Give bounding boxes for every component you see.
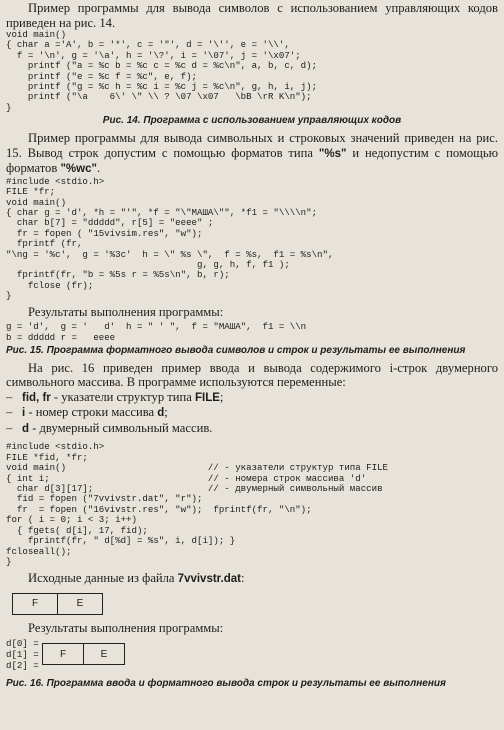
text-run: и недопустим с помощью форматов bbox=[6, 145, 498, 176]
sec14-code bbox=[6, 30, 498, 113]
code-line: } bbox=[6, 101, 12, 113]
result-cell: E bbox=[100, 648, 108, 660]
var-name: fid, fr bbox=[22, 391, 51, 404]
sec15-results-label: Результаты выполнения программы: bbox=[28, 304, 224, 319]
code-line: fr = fopen ( "15vivsim.res", "w"); bbox=[6, 227, 203, 239]
code-line: } bbox=[6, 555, 12, 567]
sec16-code bbox=[6, 442, 498, 567]
code-line: void main() bbox=[6, 196, 67, 208]
var-name: d bbox=[22, 422, 30, 435]
code-line: { fgets( d[i], 17, fid); bbox=[6, 524, 148, 536]
fig15-caption: Рис. 15. Программа форматного вывода символов и строк и результаты ее выполнения bbox=[6, 344, 466, 356]
result-box bbox=[42, 643, 125, 665]
result-rows bbox=[6, 638, 498, 674]
sec16-results-label: Результаты выполнения программы: bbox=[28, 620, 224, 635]
code-line: fprintf (fr, bbox=[6, 238, 83, 250]
code-line: FILE *fid, *fr; bbox=[6, 451, 88, 463]
format-spec: "%s" bbox=[318, 147, 347, 160]
row-label: d[1] = bbox=[6, 649, 39, 661]
code-line: for ( i = 0; i < 3; i++) bbox=[6, 514, 137, 526]
input-cell: E bbox=[76, 598, 84, 610]
list-item: – d - двумерный символьный массив. bbox=[6, 420, 213, 435]
var-type: FILE bbox=[195, 391, 220, 404]
input-data-label bbox=[6, 571, 498, 587]
code-line: char d[3][17]; // - двумерный символьный массив bbox=[6, 483, 383, 495]
code-line: fr = fopen ("16vivstr.res", "w"); fprintf(fr, "\n"); bbox=[6, 503, 312, 515]
text-run: Пример программы для вывода символьных и строковых значений приведен на рис. 15. Вывод строк допустим с помощью форматов типа bbox=[6, 131, 498, 160]
row-label: d[0] = bbox=[6, 638, 39, 650]
code-line: fclose (fr); bbox=[6, 279, 94, 291]
code-line: printf ("\a 6\' \" \\ ? \07 \x07 \bB \rR K\n"); bbox=[6, 91, 312, 103]
var-tail: ; bbox=[219, 389, 224, 404]
code-line: printf ("g = %c h = %c i = %c j = %c\n", g, h, i, j); bbox=[6, 81, 318, 93]
code-line: #include <stdio.h> bbox=[6, 175, 105, 187]
var-name: i bbox=[22, 407, 26, 420]
code-line: fid = fopen ("7vvivstr.dat", "r"); bbox=[6, 493, 203, 505]
code-line: fprintf(fr, " d[%d] = %s", i, d[i]); } bbox=[6, 535, 236, 547]
var-desc: - двумерный символьный массив. bbox=[29, 420, 213, 435]
sec15-results bbox=[6, 322, 498, 343]
code-line: f = '\n', g = '\a', h = '\?', i = '\07', j = '\x07'; bbox=[6, 49, 301, 61]
text-run: : bbox=[240, 571, 245, 586]
var-type: d bbox=[157, 407, 165, 420]
text-run: Исходные данные из файла bbox=[28, 571, 178, 586]
var-desc: - номер строки массива bbox=[25, 405, 158, 420]
code-line: FILE *fr; bbox=[6, 186, 56, 198]
code-line: { int i; // - номера строк массива 'd' bbox=[6, 472, 367, 484]
code-line: } bbox=[6, 290, 12, 302]
code-line: g, g, h, f, f1 ); bbox=[6, 259, 290, 270]
var-desc: - указатели структур типа bbox=[50, 389, 195, 404]
variables-list bbox=[6, 390, 498, 437]
input-cell: F bbox=[13, 594, 58, 614]
code-line: printf ("a = %c b = %c c = %c d = %c\n", a, b, c, d); bbox=[6, 60, 318, 72]
result-line: b = ddddd r = eeee bbox=[6, 331, 116, 343]
sec16-intro: На рис. 16 приведен пример ввода и вывода содержимого i-строк двумерного символьного массива. В программе используются переменные: bbox=[6, 360, 498, 390]
sec15-code bbox=[6, 177, 498, 302]
sec15-intro bbox=[6, 131, 498, 177]
list-item: – i - номер строки массива d; bbox=[6, 405, 168, 420]
result-cell: F bbox=[43, 644, 84, 664]
input-data-box bbox=[12, 593, 103, 615]
code-line: printf ("e = %c f = %c", e, f); bbox=[6, 70, 197, 82]
code-line: fprintf(fr, "b = %5s r = %5s\n", b, r); bbox=[6, 269, 230, 281]
code-line: { char a ='A', b = '*', c = '"', d = '\'', e = '\\', bbox=[6, 39, 290, 51]
code-line: "\ng = '%c', g = '%3c' h = \" %s \", f = %s, f1 = %s\n", bbox=[6, 248, 334, 260]
code-line: void main() bbox=[6, 29, 67, 40]
code-line: fcloseall(); bbox=[6, 545, 72, 557]
format-spec: "%wc" bbox=[60, 163, 97, 176]
code-line: char b[7] = "ddddd", r[5] = "eeee" ; bbox=[6, 217, 214, 229]
input-filename: 7vvivstr.dat bbox=[177, 573, 241, 586]
code-line: { char g = 'd', *h = "'", *f = "\"МАША\"", *f1 = "\\\\n"; bbox=[6, 206, 318, 218]
fig16-caption: Рис. 16. Программа ввода и форматного вывода строк и результаты ее выполнения bbox=[6, 678, 446, 690]
code-line: #include <stdio.h> bbox=[6, 441, 105, 453]
code-line: void main() // - указатели структур типа FILE bbox=[6, 462, 388, 474]
row-label: d[2] = bbox=[6, 660, 39, 672]
list-item: – fid, fr - указатели структур типа FILE; bbox=[6, 389, 224, 404]
text-run: . bbox=[96, 161, 101, 176]
fig14-caption: Рис. 14. Программа с использованием управляющих кодов bbox=[102, 115, 402, 127]
var-tail: ; bbox=[164, 405, 168, 420]
sec14-intro: Пример программы для вывода символов с использованием управляющих кодов приведен на рис. 14. bbox=[6, 1, 498, 30]
result-line: g = 'd', g = ' d' h = " ' ", f = "МАША", f1 = \\n bbox=[6, 321, 307, 333]
